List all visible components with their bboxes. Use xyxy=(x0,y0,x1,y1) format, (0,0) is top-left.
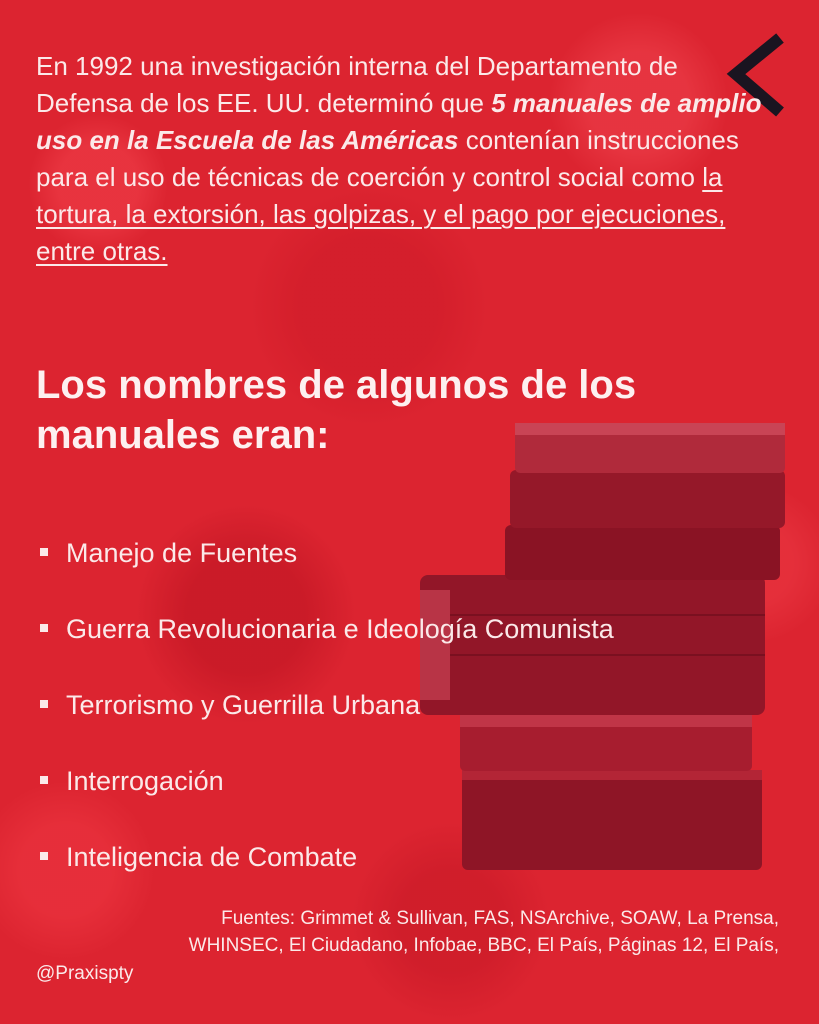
manual-name: Interrogación xyxy=(66,765,224,796)
intro-underlined-text: la tortura, la extorsión, las golpizas, y el pago por ejecuciones, entre otras. xyxy=(36,162,726,266)
intro-paragraph xyxy=(36,48,781,270)
sources-text: Fuentes: Grimmet & Sullivan, FAS, NSArchive, SOAW, La Prensa, WHINSEC, El Ciudadano, Infobae, BBC, El País, Páginas 12, El País, xyxy=(188,908,779,956)
bullet-icon xyxy=(40,776,48,784)
manuals-heading: Los nombres de algunos de los manuales eran: xyxy=(36,363,637,457)
bullet-icon xyxy=(40,700,48,708)
intro-bold-text: 5 manuales de amplio uso en la Escuela de las Américas xyxy=(36,88,762,155)
manuals-list xyxy=(36,515,614,895)
list-item xyxy=(36,591,614,667)
bullet-icon xyxy=(40,624,48,632)
manual-name: Manejo de Fuentes xyxy=(66,537,298,568)
manual-name: Guerra Revolucionaria e Ideología Comunista xyxy=(66,613,614,644)
list-item xyxy=(36,819,614,895)
author-handle: @Praxispty xyxy=(36,963,134,984)
bullet-icon xyxy=(40,548,48,556)
intro-text-start: En 1992 una investigación interna del Departamento de Defensa de los EE. UU. determinó que xyxy=(36,51,678,118)
manual-name: Terrorismo y Guerrilla Urbana xyxy=(66,689,421,720)
list-item xyxy=(36,667,614,743)
manual-name: Inteligencia de Combate xyxy=(66,841,358,872)
list-item xyxy=(36,743,614,819)
intro-text-middle: contenían instrucciones para el uso de técnicas de coerción y control social como xyxy=(36,125,739,192)
bullet-icon xyxy=(40,852,48,860)
list-item xyxy=(36,515,614,591)
